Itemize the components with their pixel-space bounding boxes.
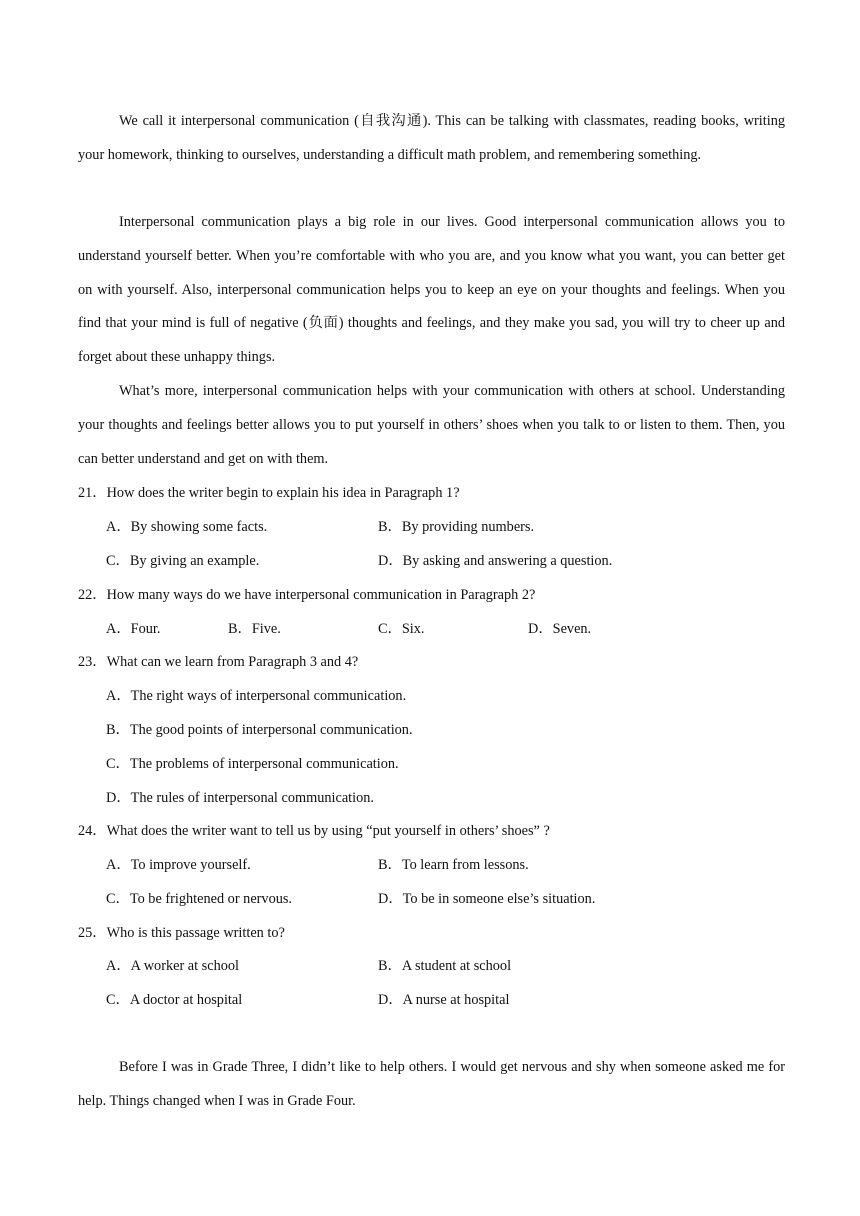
passage-paragraph-3: What’s more, interpersonal communication helps with your communication with others at school. Understanding your thoughts and feelings better allows you to put yourself in others’ shoes when you talk to or listen to them. Then, you can better understand and get on with them. [78, 383, 785, 467]
question-21-option-a: A．By showing some facts. [106, 519, 268, 535]
question-25-option-a: A．A worker at school [106, 958, 240, 974]
passage-paragraph-2: Interpersonal communication plays a big role in our lives. Good interpersonal communication allows you to understand yourself better. When you’re comfortable with who you are, and you know what you want, you can better get on with yourself. Also, interpersonal communication helps you to keep an eye on your thoughts and feelings. When you find that your mind is full of negative (负面) thoughts and feelings, and they make you sad, you will try to cheer up and forget about these unhappy things. [78, 214, 785, 366]
question-21-option-d: D．By asking and answering a question. [378, 553, 613, 569]
question-23-option-a: A．The right ways of interpersonal communication. [106, 688, 407, 704]
question-22-option-b: B．Five. [228, 621, 281, 637]
question-24-option-d: D．To be in someone else’s situation. [378, 891, 596, 907]
question-22-stem: 22．How many ways do we have interpersonal communication in Paragraph 2? [78, 587, 536, 603]
question-21-option-b: B．By providing numbers. [378, 519, 535, 535]
question-25-option-b: B．A student at school [378, 958, 512, 974]
question-21-stem: 21．How does the writer begin to explain his idea in Paragraph 1? [78, 485, 460, 501]
question-23-option-d: D．The rules of interpersonal communication. [106, 790, 374, 806]
question-22-option-c: C．Six. [378, 621, 425, 637]
next-passage-paragraph: Before I was in Grade Three, I didn’t like to help others. I would get nervous and shy when someone asked me for help. Things changed when I was in Grade Four. [78, 1059, 785, 1109]
question-22-option-a: A．Four. [106, 621, 161, 637]
question-24-option-b: B．To learn from lessons. [378, 857, 529, 873]
question-23-option-b: B．The good points of interpersonal communication. [106, 722, 413, 738]
question-21-option-c: C．By giving an example. [106, 553, 260, 569]
passage-paragraph-1: We call it interpersonal communication (自我沟通). This can be talking with classmates, reading books, writing your homework, thinking to ourselves, understanding a difficult math problem, and remembering something. [78, 113, 785, 163]
question-25-option-d: D．A nurse at hospital [378, 992, 510, 1008]
question-24-option-c: C．To be frightened or nervous. [106, 891, 293, 907]
question-24-stem: 24．What does the writer want to tell us by using “put yourself in others’ shoes” ? [78, 823, 550, 839]
question-25-option-c: C．A doctor at hospital [106, 992, 243, 1008]
question-24-option-a: A．To improve yourself. [106, 857, 251, 873]
question-25-stem: 25．Who is this passage written to? [78, 925, 285, 941]
question-23-option-c: C．The problems of interpersonal communication. [106, 756, 399, 772]
question-23-stem: 23．What can we learn from Paragraph 3 and 4? [78, 654, 359, 670]
question-22-option-d: D．Seven. [528, 621, 592, 637]
